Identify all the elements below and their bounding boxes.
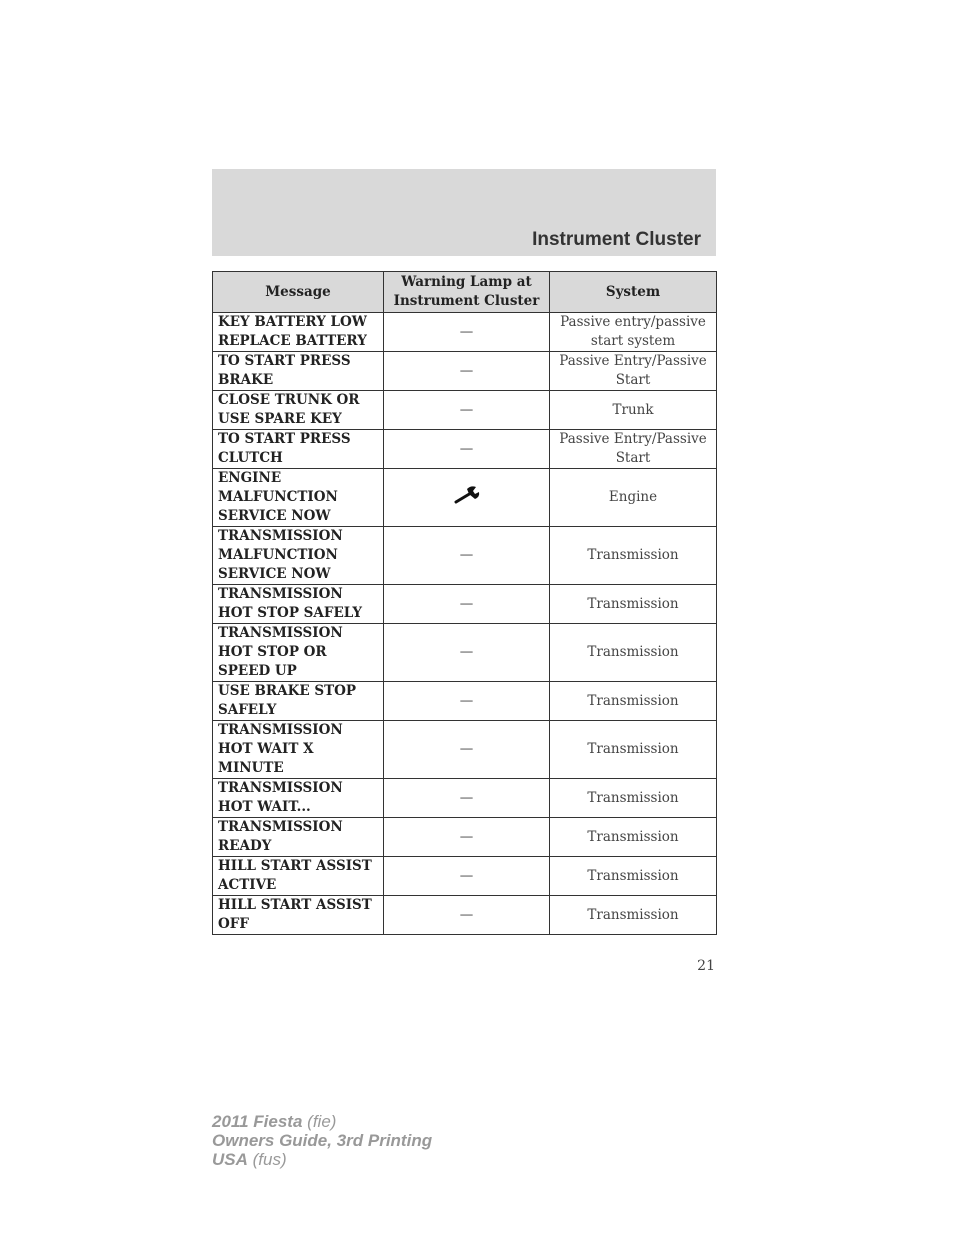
lamp-cell: — (384, 721, 550, 779)
system-cell: Transmission (550, 527, 717, 585)
section-title: Instrument Cluster (532, 229, 701, 250)
lamp-cell: — (384, 430, 550, 469)
footer-line-1 (212, 1112, 432, 1131)
table-row (213, 857, 717, 896)
table-row (213, 818, 717, 857)
message-cell: KEY BATTERY LOW REPLACE BATTERY (213, 313, 384, 352)
system-cell: Passive Entry/Passive Start (550, 430, 717, 469)
message-cell: TRANSMISSION READY (213, 818, 384, 857)
column-header-system: System (550, 272, 717, 313)
message-cell: TRANSMISSION MALFUNCTION SERVICE NOW (213, 527, 384, 585)
lamp-cell: — (384, 779, 550, 818)
message-cell: TO START PRESS CLUTCH (213, 430, 384, 469)
footer-model: 2011 Fiesta (212, 1112, 303, 1131)
lamp-cell: — (384, 818, 550, 857)
wrench-icon (453, 485, 481, 511)
message-cell: TRANSMISSION HOT WAIT X MINUTE (213, 721, 384, 779)
message-table (212, 271, 717, 935)
table-row (213, 624, 717, 682)
system-cell: Transmission (550, 682, 717, 721)
footer-model-code: (fie) (307, 1112, 337, 1131)
system-cell: Passive entry/passive start system (550, 313, 717, 352)
system-cell: Transmission (550, 857, 717, 896)
footer-market-code: (fus) (252, 1150, 287, 1169)
lamp-cell: — (384, 313, 550, 352)
system-cell: Passive Entry/Passive Start (550, 352, 717, 391)
system-cell: Transmission (550, 896, 717, 935)
system-cell: Transmission (550, 818, 717, 857)
lamp-cell: — (384, 682, 550, 721)
column-header-warning-lamp: Warning Lamp at Instrument Cluster (384, 272, 550, 313)
table-row (213, 527, 717, 585)
section-header-band (212, 169, 716, 256)
message-cell: HILL START ASSIST OFF (213, 896, 384, 935)
lamp-cell: — (384, 624, 550, 682)
lamp-cell (384, 469, 550, 527)
lamp-cell: — (384, 857, 550, 896)
table-header-row (213, 272, 717, 313)
message-cell: ENGINE MALFUNCTION SERVICE NOW (213, 469, 384, 527)
footer-edition: Owners Guide, 3rd Printing (212, 1131, 433, 1150)
table-row (213, 779, 717, 818)
system-cell: Transmission (550, 721, 717, 779)
table-row (213, 352, 717, 391)
footer-line-3 (212, 1150, 432, 1169)
lamp-cell: — (384, 585, 550, 624)
message-cell: TO START PRESS BRAKE (213, 352, 384, 391)
lamp-cell: — (384, 352, 550, 391)
message-cell: TRANSMISSION HOT STOP OR SPEED UP (213, 624, 384, 682)
document-footer (212, 1112, 432, 1169)
system-cell: Trunk (550, 391, 717, 430)
page-number: 21 (697, 958, 715, 974)
message-cell: TRANSMISSION HOT STOP SAFELY (213, 585, 384, 624)
table-row (213, 721, 717, 779)
lamp-cell: — (384, 896, 550, 935)
table-row (213, 896, 717, 935)
table-row (213, 585, 717, 624)
footer-market: USA (212, 1150, 248, 1169)
message-cell: CLOSE TRUNK OR USE SPARE KEY (213, 391, 384, 430)
message-cell: HILL START ASSIST ACTIVE (213, 857, 384, 896)
system-cell: Transmission (550, 585, 717, 624)
lamp-cell: — (384, 527, 550, 585)
column-header-message: Message (213, 272, 384, 313)
lamp-cell: — (384, 391, 550, 430)
table-row (213, 682, 717, 721)
system-cell: Transmission (550, 624, 717, 682)
table-row (213, 391, 717, 430)
table-row (213, 430, 717, 469)
footer-line-2 (212, 1131, 432, 1150)
system-cell: Engine (550, 469, 717, 527)
table-row (213, 313, 717, 352)
system-cell: Transmission (550, 779, 717, 818)
message-cell: USE BRAKE STOP SAFELY (213, 682, 384, 721)
table-row (213, 469, 717, 527)
message-cell: TRANSMISSION HOT WAIT... (213, 779, 384, 818)
